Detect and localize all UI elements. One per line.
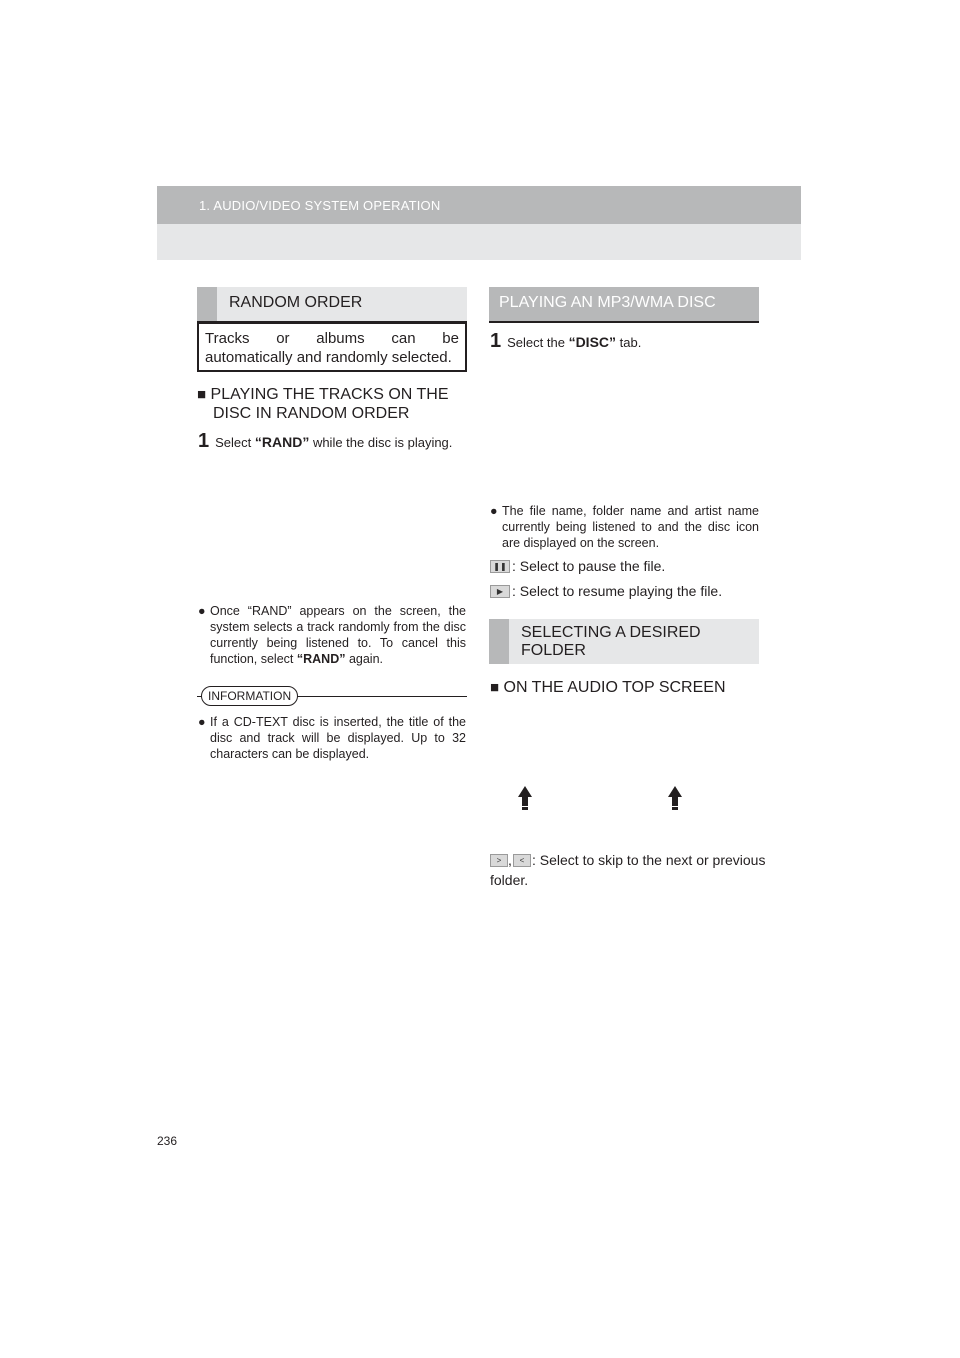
step-text-pre: Select xyxy=(215,435,255,450)
folder-next-icon: > xyxy=(490,854,508,867)
intro-text: Tracks or albums can be automatically and randomly selected. xyxy=(205,330,459,366)
section-marker xyxy=(197,287,217,321)
step-1-rand xyxy=(198,430,452,453)
step-rand-label: “RAND” xyxy=(254,434,310,450)
play-description: : Select to resume playing the file. xyxy=(512,583,723,599)
bullet-text-end: again. xyxy=(345,652,383,666)
pause-icon: ❚❚ xyxy=(490,560,510,573)
section-title-line2: FOLDER xyxy=(521,642,586,659)
info-bullet-text: If a CD-TEXT disc is inserted, the title of the disc and track will be displayed. Up to 32 characters can be displayed. xyxy=(210,715,466,761)
up-arrow-icon xyxy=(518,786,532,810)
subheading-line1: PLAYING THE TRACKS ON THE xyxy=(210,386,449,403)
header-strip xyxy=(157,186,801,224)
step-text-post: while the disc is playing. xyxy=(309,435,453,450)
section-title-mp3: PLAYING AN MP3/WMA DISC xyxy=(499,294,716,311)
info-bullet-marker: ● xyxy=(198,715,206,729)
bullet-marker: ● xyxy=(490,504,498,518)
subheading-marker: ■ xyxy=(490,679,500,696)
bullet-rand-label: “RAND” xyxy=(296,652,346,666)
section-title-folder xyxy=(521,624,701,660)
section-marker xyxy=(489,619,509,664)
bullet-marker: ● xyxy=(198,604,206,618)
play-icon: ▶ xyxy=(490,585,510,598)
header-section-title: 1. AUDIO/VIDEO SYSTEM OPERATION xyxy=(199,198,441,213)
folder-icon-separator: , xyxy=(508,852,512,868)
step-1-disc xyxy=(490,330,641,353)
step-text-pre: Select the xyxy=(507,335,569,350)
bullet-text: Once “RAND” appears on the screen, the system selects a track randomly from the disc currently being listened to. To cancel this function, select xyxy=(210,604,466,666)
subheading-audio-top xyxy=(490,678,726,697)
up-arrow-icon xyxy=(668,786,682,810)
page-header xyxy=(157,186,801,260)
subheading-line2: DISC IN RANDOM ORDER xyxy=(213,405,410,422)
intro-box xyxy=(197,322,467,372)
folder-description-cont: folder. xyxy=(490,872,529,888)
step-number: 1 xyxy=(198,430,210,452)
subheading-text: ON THE AUDIO TOP SCREEN xyxy=(503,679,726,696)
section-rule xyxy=(489,321,759,323)
info-bullet xyxy=(198,714,466,762)
section-heading-mp3 xyxy=(489,287,759,321)
bullet-disc-note xyxy=(490,503,759,551)
folder-previous-icon: < xyxy=(513,854,531,867)
section-heading-folder xyxy=(489,619,759,664)
information-badge: INFORMATION xyxy=(201,686,298,706)
step-disc-label: “DISC” xyxy=(568,334,617,350)
step-number: 1 xyxy=(490,330,502,352)
section-title: RANDOM ORDER xyxy=(229,294,363,311)
subheading-random xyxy=(197,385,467,423)
step-text-post: tab. xyxy=(616,335,642,350)
subheading-marker: ■ xyxy=(197,386,207,403)
bullet-text: The file name, folder name and artist name currently being listened to and the disc icon are displayed on the screen. xyxy=(502,504,759,550)
pause-description: : Select to pause the file. xyxy=(512,558,666,574)
bullet-rand-note xyxy=(198,603,466,667)
section-heading-random-order xyxy=(197,287,467,321)
page-number: 236 xyxy=(157,1134,178,1148)
folder-description: : Select to skip to the next or previous xyxy=(532,852,766,868)
section-title-line1: SELECTING A DESIRED xyxy=(521,624,701,641)
